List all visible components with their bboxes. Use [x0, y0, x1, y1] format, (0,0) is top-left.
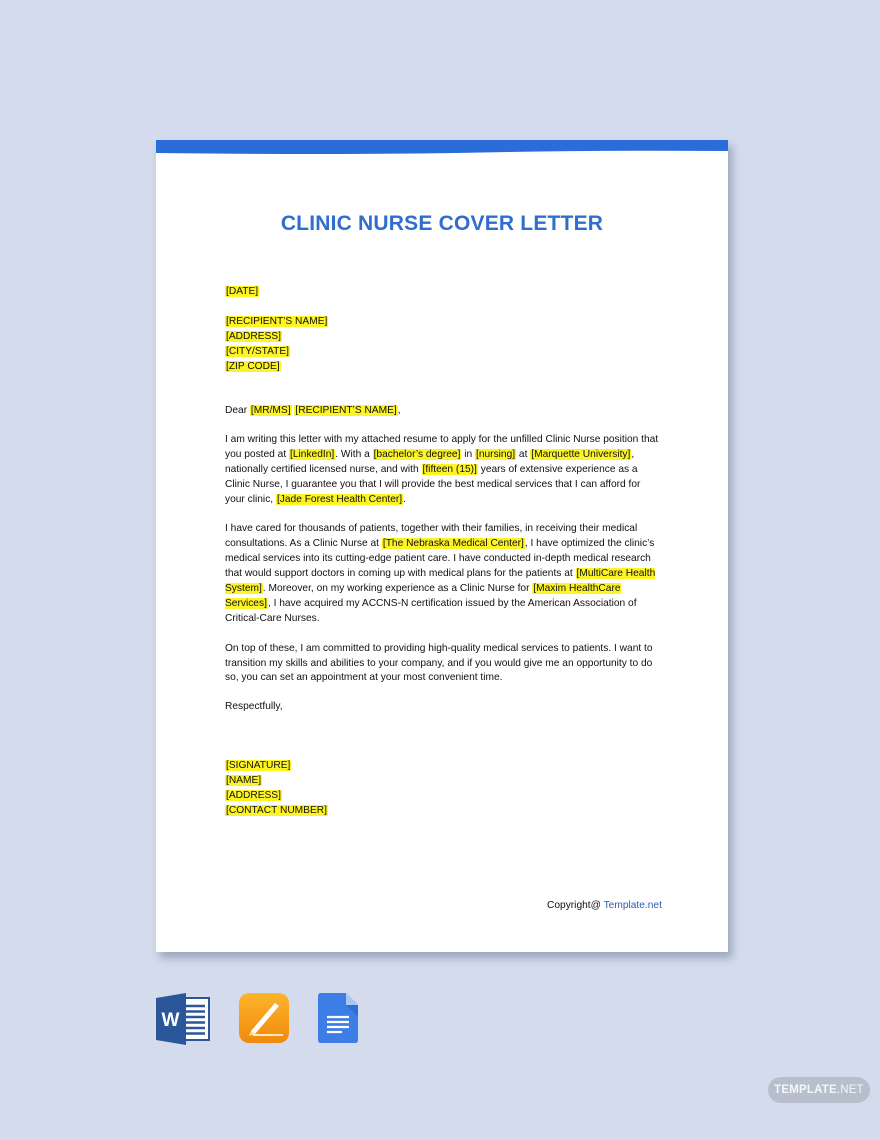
- health-system-placeholder: [MultiCare Health System]: [225, 568, 656, 595]
- contact-number-placeholder: [CONTACT NUMBER]: [226, 804, 327, 816]
- field-placeholder: [nursing]: [476, 448, 516, 460]
- recipient-address-block: [225, 315, 661, 375]
- clinic-name-placeholder: [Jade Forest Health Center]: [276, 493, 403, 505]
- text: .: [403, 493, 406, 505]
- text: , nationally certified licensed nurse, and with: [225, 448, 635, 475]
- microsoft-word-icon[interactable]: [156, 993, 210, 1050]
- paragraph-1: [225, 433, 661, 508]
- letter-body: [225, 433, 661, 701]
- watermark-light-text: .NET: [836, 1084, 864, 1096]
- years-placeholder: [fifteen (15)]: [422, 463, 477, 475]
- signature-placeholder: [SIGNATURE]: [226, 760, 291, 771]
- text: . Moreover, on my working experience as a Clinic Nurse for: [262, 583, 533, 595]
- date-block: [225, 285, 661, 300]
- recipient-city-state-placeholder: [CITY/STATE]: [226, 345, 290, 357]
- recipient-zip-placeholder: [ZIP CODE]: [226, 360, 280, 372]
- closing: Respectfully,: [225, 701, 283, 712]
- apple-pages-icon[interactable]: [239, 993, 289, 1048]
- paragraph-2: [225, 522, 661, 626]
- text: I have cared for thousands of patients, together with their families, in receiving their medical consultations. As a Clinic Nurse at: [225, 523, 638, 550]
- text: . With a: [335, 448, 373, 460]
- header-accent-bar: [156, 140, 728, 154]
- recipient-address-placeholder: [ADDRESS]: [226, 330, 281, 342]
- salutation-title-placeholder: [MR/MS]: [250, 405, 291, 416]
- text: I am writing this letter with my attached resume to apply for the unfilled Clinic Nurse position that you posted at: [225, 434, 659, 460]
- date-placeholder: [DATE]: [226, 286, 259, 297]
- employer-placeholder: [Maxim HealthCare Services]: [225, 583, 621, 609]
- document-title: CLINIC NURSE COVER LETTER: [280, 212, 604, 235]
- text: years of extensive experience as a Clinic Nurse, I guarantee you that I will provide the best medical services that I can afford for your clinic,: [225, 463, 641, 505]
- degree-placeholder: [bachelor’s degree]: [373, 448, 461, 460]
- salutation-suffix: ,: [397, 405, 401, 416]
- salutation-prefix: Dear: [225, 405, 250, 416]
- salutation-name-placeholder: [RECIPIENT’S NAME]: [295, 405, 397, 416]
- text: , I have optimized the clinic’s medical services into its cutting-edge patient care. I have conducted in-depth medical research that would support doctors in coming up with medical plans for the patients at: [225, 538, 655, 580]
- text: in: [461, 448, 476, 460]
- template-net-link[interactable]: Template.net: [603, 900, 662, 911]
- paragraph-3: On top of these, I am committed to providing high-quality medical services to patients. I want to transition my skills and abilities to your company, and if you would give me an opportunity to do so, you can set an appointment at your most convenient time.: [225, 642, 653, 684]
- svg-text:W: W: [161, 1010, 180, 1031]
- copyright-notice: [547, 900, 662, 911]
- template-net-watermark[interactable]: [768, 1077, 870, 1103]
- job-source-placeholder: [LinkedIn]: [290, 448, 335, 460]
- sender-address-placeholder: [ADDRESS]: [226, 789, 281, 801]
- salutation: [225, 404, 661, 419]
- previous-employer-placeholder: [The Nebraska Medical Center]: [382, 538, 524, 550]
- text: at: [516, 448, 531, 460]
- recipient-name-placeholder: [RECIPIENT’S NAME]: [226, 316, 328, 327]
- google-docs-icon[interactable]: [318, 993, 358, 1048]
- sender-block: [225, 759, 661, 819]
- document-page: [156, 140, 728, 952]
- sender-name-placeholder: [NAME]: [226, 774, 262, 786]
- watermark-bold-text: TEMPLATE: [774, 1084, 837, 1096]
- university-placeholder: [Marquette University]: [531, 448, 631, 460]
- text: , I have acquired my ACCNS-N certification issued by the American Association of Critical-Care Nurses.: [225, 597, 637, 624]
- copyright-label: Copyright@: [547, 900, 604, 911]
